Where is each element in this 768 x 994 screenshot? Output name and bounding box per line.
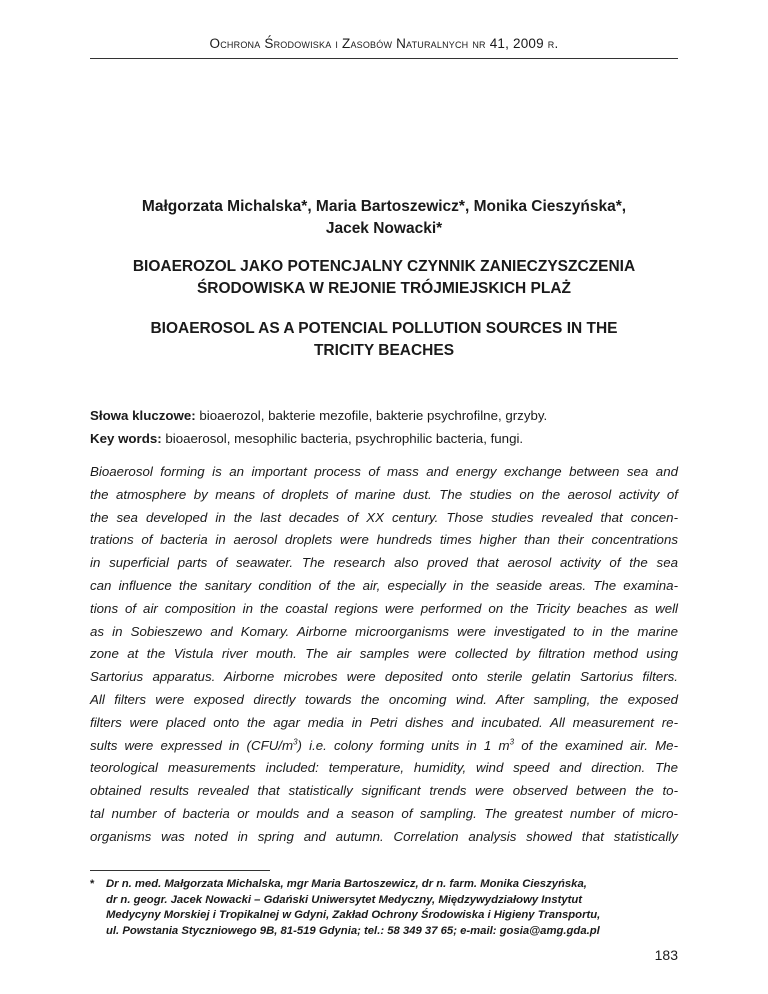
authors-line-2: Jacek Nowacki*	[325, 220, 443, 237]
abstract-line: as in Sobieszewo and Komary. Airborne microorganisms were investigated to in the marine	[90, 623, 678, 639]
abstract-line: obtained results revealed that statistically significant trends were observed between the to-	[90, 783, 678, 799]
abstract-line: teorological measurements included: temperature, humidity, wind speed and direction. The	[90, 760, 678, 776]
abstract-text: sults were expressed in (CFU/m	[90, 737, 294, 753]
footnote-line: dr n. geogr. Jacek Nowacki – Gdański Uniwersytet Medyczny, Międzywydziałowy Instytut	[106, 893, 583, 906]
footnote	[90, 877, 690, 940]
header-rule	[90, 58, 678, 59]
title-english	[90, 318, 678, 362]
abstract	[90, 461, 678, 849]
title-polish-line-1: BIOAEROZOL JAKO POTENCJALNY CZYNNIK ZANIECZYSZCZENIA	[132, 258, 636, 275]
abstract-line: tal number of bacteria or moulds and a season of sampling. The greatest number of micro-	[90, 805, 678, 821]
abstract-line: Sartorius apparatus. Airborne microbes were deposited onto sterile gelatin Sartorius filters.	[90, 669, 678, 685]
keywords-polish-label: Słowa kluczowe:	[90, 408, 196, 423]
abstract-line: filters were placed onto the agar media in Petri dishes and incubated. All measurement re-	[90, 714, 678, 730]
journal-issue: nr 41, 2009 r.	[472, 36, 559, 51]
abstract-line: organisms was noted in spring and autumn. Correlation analysis showed that statistically	[90, 828, 678, 844]
abstract-line: All filters were exposed directly towards the oncoming wind. After sampling, the exposed	[90, 691, 678, 707]
abstract-line: the atmosphere by means of droplets of marine dust. The studies on the aerosol activity of	[90, 486, 678, 502]
footnote-rule	[90, 870, 270, 871]
footnote-mark: *	[90, 878, 95, 890]
footnote-line: ul. Powstania Styczniowego 9B, 81-519 Gdynia; tel.: 58 349 37 65; e-mail: gosia@amg.gda.pl	[106, 925, 600, 938]
superscript: 3	[293, 737, 298, 747]
running-header	[90, 36, 678, 51]
footnote-line: Medycyny Morskiej i Tropikalnej w Gdyni, Zakład Ochrony Środowiska i Higieny Transportu,	[106, 909, 601, 922]
abstract-line: in superficial parts of seawater. The research also proved that aerosol activity of the sea	[90, 555, 678, 571]
keywords-english-label: Key words:	[90, 431, 162, 446]
title-polish	[90, 256, 678, 300]
abstract-line: trations of bacteria in aerosol droplets were hundreds times higher than their concentrations	[90, 532, 678, 548]
title-english-line-1: BIOAEROSOL AS A POTENCIAL POLLUTION SOURCES IN THE	[150, 320, 618, 337]
superscript: 3	[509, 737, 515, 747]
abstract-line-units	[90, 735, 678, 758]
keywords-block	[90, 404, 678, 450]
abstract-line: can influence the sanitary condition of the air, especially in the seaside areas. The examina-	[90, 577, 678, 593]
keywords-english-text: bioaerosol, mesophilic bacteria, psychrophilic bacteria, fungi.	[165, 431, 524, 446]
page-number: 183	[654, 947, 678, 963]
keywords-polish-text: bioaerozol, bakterie mezofile, bakterie psychrofilne, grzyby.	[199, 408, 548, 423]
abstract-line: Bioaerosol forming is an important process of mass and energy exchange between sea and	[90, 464, 678, 479]
abstract-text: of the examined air. Me-	[514, 737, 678, 753]
footnote-line: Dr n. med. Małgorzata Michalska, mgr Maria Bartoszewicz, dr n. farm. Monika Cieszyńska,	[106, 878, 587, 890]
authors-line-1: Małgorzata Michalska*, Maria Bartoszewicz*, Monika Cieszyńska*,	[141, 198, 627, 215]
abstract-line: zone at the Vistula river mouth. The air samples were collected by filtration method using	[90, 646, 678, 662]
title-english-line-2: TRICITY BEACHES	[313, 342, 455, 359]
keywords-english	[90, 427, 678, 450]
abstract-line: the sea developed in the last decades of XX century. Those studies revealed that concen-	[90, 509, 678, 525]
title-polish-line-2: ŚRODOWISKA W REJONIE TRÓJMIEJSKICH PLAŻ	[196, 280, 572, 297]
abstract-line: tions of air composition in the coastal regions were performed on the Tricity beaches as well	[90, 600, 678, 616]
keywords-polish	[90, 404, 678, 427]
abstract-text: ) i.e. colony forming units in 1 m	[297, 737, 510, 753]
journal-name: Ochrona Środowiska i Zasobów Naturalnych	[209, 36, 469, 51]
authors	[90, 196, 678, 240]
